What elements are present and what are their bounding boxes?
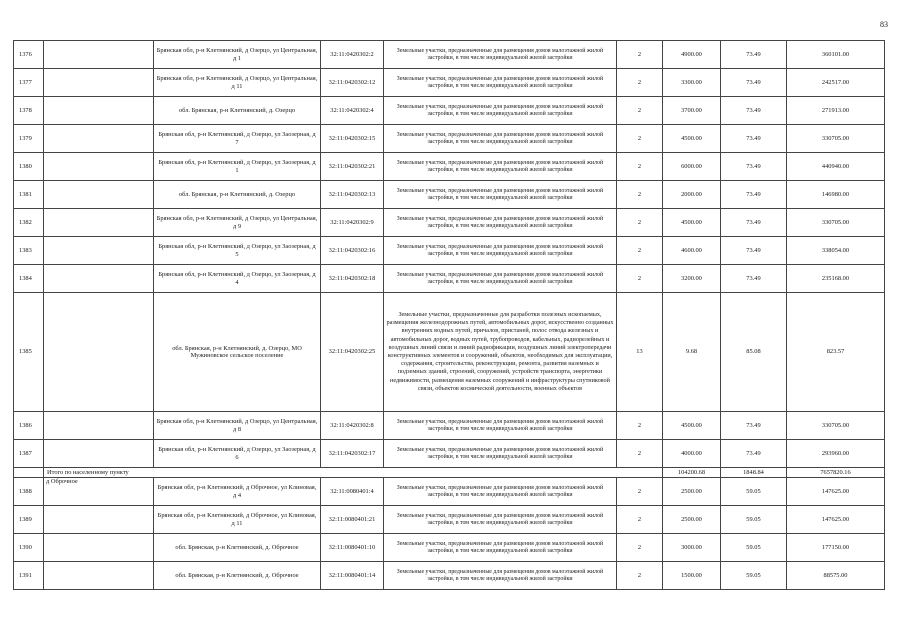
- empty-cell: [44, 293, 154, 412]
- address-cell: обл. Брянская, р-н Клетнянский, д. Оброчное: [154, 534, 321, 562]
- address-cell: обл. Брянская, р-н Клетнянский, д. Озерцо, МО Мужиновское сельское поселение: [154, 293, 321, 412]
- table-body-ozertso: [14, 41, 885, 293]
- rate-cell: 85.08: [721, 293, 787, 412]
- land-use-cell: Земельные участки, предназначенные для размещения домов малоэтажной жилой застройки, в том числе индивидуальной жилой застройки: [384, 265, 617, 293]
- table-row-1389: [14, 506, 885, 534]
- area-cell: 4000.00: [663, 440, 721, 468]
- address-cell: Брянская обл, р-н Клетнянский, д Оброчное, ул Клиновая, д 11: [154, 506, 321, 534]
- area-cell: 2000.00: [663, 181, 721, 209]
- table-body-summary: [14, 468, 885, 478]
- row-number: 1384: [14, 265, 44, 293]
- cadastral-number-cell: 32:11:0420302:2: [321, 41, 384, 69]
- rate-cell: 59.05: [721, 534, 787, 562]
- cadastral-number-cell: 32:11:0420302:9: [321, 209, 384, 237]
- category-cell: 2: [617, 125, 663, 153]
- area-cell: 2500.00: [663, 506, 721, 534]
- area-cell: 3200.00: [663, 265, 721, 293]
- address-cell: Брянская обл, р-н Клетнянский, д Оброчное, ул Клиновая, д 4: [154, 478, 321, 506]
- row-number: 1385: [14, 293, 44, 412]
- row-number: 1383: [14, 237, 44, 265]
- rate-cell: 73.49: [721, 97, 787, 125]
- table-row-1381: [14, 181, 885, 209]
- category-cell: 2: [617, 41, 663, 69]
- address-cell: Брянская обл, р-н Клетнянский, д Озерцо, ул Заозерная, д 7: [154, 125, 321, 153]
- empty-cell: [44, 125, 154, 153]
- category-cell: 13: [617, 293, 663, 412]
- address-cell: Брянская обл, р-н Клетнянский, д Озерцо, ул Заозерная, д 4: [154, 265, 321, 293]
- table-row-1386: [14, 412, 885, 440]
- empty-cell: [44, 97, 154, 125]
- cadastral-value-table: [13, 40, 885, 590]
- cadastral-number-cell: 32:11:0080401:14: [321, 562, 384, 590]
- empty-cell: [44, 534, 154, 562]
- row-number: 1388: [14, 478, 44, 506]
- value-cell: 360101.00: [787, 41, 885, 69]
- empty-cell: [44, 440, 154, 468]
- category-cell: 2: [617, 209, 663, 237]
- value-cell: 147625.00: [787, 506, 885, 534]
- rate-cell: 73.49: [721, 181, 787, 209]
- category-cell: 2: [617, 440, 663, 468]
- category-cell: 2: [617, 237, 663, 265]
- category-cell: 2: [617, 562, 663, 590]
- category-cell: 2: [617, 97, 663, 125]
- row-number: 1387: [14, 440, 44, 468]
- cadastral-number-cell: 32:11:0420302:13: [321, 181, 384, 209]
- row-number: 1386: [14, 412, 44, 440]
- address-cell: Брянская обл, р-н Клетнянский, д Озерцо, ул Заозерная, д 5: [154, 237, 321, 265]
- area-cell: 3300.00: [663, 69, 721, 97]
- area-cell: 4900.00: [663, 41, 721, 69]
- cadastral-number-cell: 32:11:0420302:15: [321, 125, 384, 153]
- rate-cell: 73.49: [721, 153, 787, 181]
- table-row-1390: [14, 534, 885, 562]
- category-cell: 2: [617, 153, 663, 181]
- table-row-1391: [14, 562, 885, 590]
- land-use-cell: Земельные участки, предназначенные для размещения домов малоэтажной жилой застройки, в том числе индивидуальной жилой застройки: [384, 41, 617, 69]
- value-cell: 235168.00: [787, 265, 885, 293]
- land-use-cell: Земельные участки, предназначенные для размещения домов малоэтажной жилой застройки, в том числе индивидуальной жилой застройки: [384, 97, 617, 125]
- row-number: 1390: [14, 534, 44, 562]
- cadastral-number-cell: 32:11:0080401:4: [321, 478, 384, 506]
- cadastral-number-cell: 32:11:0420302:4: [321, 97, 384, 125]
- category-cell: 2: [617, 534, 663, 562]
- rate-cell: 59.05: [721, 562, 787, 590]
- category-cell: 2: [617, 69, 663, 97]
- summary-rate: 1848.84: [721, 468, 787, 478]
- rate-cell: 73.49: [721, 440, 787, 468]
- land-use-cell: Земельные участки, предназначенные для размещения домов малоэтажной жилой застройки, в том числе индивидуальной жилой застройки: [384, 412, 617, 440]
- settlement-name: д Оброчное: [44, 478, 154, 506]
- cadastral-number-cell: 32:11:0080401:21: [321, 506, 384, 534]
- row-number: 1377: [14, 69, 44, 97]
- empty-cell: [44, 153, 154, 181]
- empty-cell: [14, 468, 44, 478]
- table-row-1376: [14, 41, 885, 69]
- rate-cell: 59.05: [721, 478, 787, 506]
- row-number: 1381: [14, 181, 44, 209]
- address-cell: Брянская обл, р-н Клетнянский, д Озерцо, ул Центральная, д 9: [154, 209, 321, 237]
- row-number: 1376: [14, 41, 44, 69]
- row-number: 1379: [14, 125, 44, 153]
- table-row-1388: [14, 478, 885, 506]
- empty-cell: [44, 237, 154, 265]
- area-cell: 9.68: [663, 293, 721, 412]
- address-cell: обл. Брянская, р-н Клетнянский, д. Оброчное: [154, 562, 321, 590]
- table-row-1384: [14, 265, 885, 293]
- table-body-special: [14, 293, 885, 412]
- empty-cell: [44, 69, 154, 97]
- table-row-1378: [14, 97, 885, 125]
- row-number: 1391: [14, 562, 44, 590]
- page-number: 83: [880, 20, 888, 29]
- value-cell: 146980.00: [787, 181, 885, 209]
- land-use-cell: Земельные участки, предназначенные для размещения домов малоэтажной жилой застройки, в том числе индивидуальной жилой застройки: [384, 440, 617, 468]
- category-cell: 2: [617, 265, 663, 293]
- address-cell: Брянская обл, р-н Клетнянский, д Озерцо, ул Центральная, д 1: [154, 41, 321, 69]
- address-cell: Брянская обл, р-н Клетнянский, д Озерцо, ул Центральная, д 11: [154, 69, 321, 97]
- address-cell: Брянская обл, р-н Клетнянский, д Озерцо, ул Центральная, д 8: [154, 412, 321, 440]
- rate-cell: 73.49: [721, 237, 787, 265]
- cadastral-number-cell: 32:11:0420302:18: [321, 265, 384, 293]
- area-cell: 4600.00: [663, 237, 721, 265]
- value-cell: 147625.00: [787, 478, 885, 506]
- address-cell: Брянская обл, р-н Клетнянский, д Озерцо, ул Заозерная, д 1: [154, 153, 321, 181]
- empty-cell: [44, 562, 154, 590]
- area-cell: 3000.00: [663, 534, 721, 562]
- value-cell: 271913.00: [787, 97, 885, 125]
- area-cell: 4500.00: [663, 412, 721, 440]
- table-row-1382: [14, 209, 885, 237]
- category-cell: 2: [617, 412, 663, 440]
- area-cell: 6000.00: [663, 153, 721, 181]
- table-row-1385: [14, 293, 885, 412]
- land-use-cell: Земельные участки, предназначенные для размещения домов малоэтажной жилой застройки, в том числе индивидуальной жилой застройки: [384, 125, 617, 153]
- rate-cell: 73.49: [721, 412, 787, 440]
- summary-area: 104200.68: [663, 468, 721, 478]
- summary-label: Итого по населенному пункту: [44, 468, 663, 478]
- empty-cell: [44, 265, 154, 293]
- address-cell: обл. Брянская, р-н Клетнянский, д. Озерцо: [154, 97, 321, 125]
- empty-cell: [44, 506, 154, 534]
- empty-cell: [44, 209, 154, 237]
- cadastral-number-cell: 32:11:0420302:25: [321, 293, 384, 412]
- rate-cell: 73.49: [721, 125, 787, 153]
- area-cell: 1500.00: [663, 562, 721, 590]
- rate-cell: 73.49: [721, 209, 787, 237]
- table-body-ozertso-cont: [14, 412, 885, 468]
- rate-cell: 73.49: [721, 265, 787, 293]
- area-cell: 3700.00: [663, 97, 721, 125]
- summary-row: [14, 468, 885, 478]
- land-use-cell: Земельные участки, предназначенные для размещения домов малоэтажной жилой застройки, в том числе индивидуальной жилой застройки: [384, 506, 617, 534]
- cadastral-number-cell: 32:11:0420302:8: [321, 412, 384, 440]
- cadastral-number-cell: 32:11:0420302:16: [321, 237, 384, 265]
- area-cell: 4500.00: [663, 209, 721, 237]
- rate-cell: 73.49: [721, 41, 787, 69]
- row-number: 1389: [14, 506, 44, 534]
- value-cell: 330705.00: [787, 412, 885, 440]
- empty-cell: [44, 412, 154, 440]
- table-body-obrochnoe: [14, 478, 885, 590]
- cadastral-number-cell: 32:11:0420302:12: [321, 69, 384, 97]
- value-cell: 177150.00: [787, 534, 885, 562]
- land-use-cell: Земельные участки, предназначенные для размещения домов малоэтажной жилой застройки, в том числе индивидуальной жилой застройки: [384, 181, 617, 209]
- table-row-1383: [14, 237, 885, 265]
- table-row-1379: [14, 125, 885, 153]
- land-use-cell: Земельные участки, предназначенные для размещения домов малоэтажной жилой застройки, в том числе индивидуальной жилой застройки: [384, 69, 617, 97]
- land-use-cell: Земельные участки, предназначенные для размещения домов малоэтажной жилой застройки, в том числе индивидуальной жилой застройки: [384, 478, 617, 506]
- land-use-cell: Земельные участки, предназначенные для размещения домов малоэтажной жилой застройки, в том числе индивидуальной жилой застройки: [384, 209, 617, 237]
- land-use-cell: Земельные участки, предназначенные для разработки полезных ископаемых, размещения железнодорожных путей, автомобильных дорог, искусственно созданных внутренних водных путей, причалов, пристаней, полос отвода железных и автомобильных дорог, водных путей, трубопроводов, кабельных, радиорелейных и воздушных линий связи и линий радиофикации, воздушных линий электропередачи конструктивных элементов и сооружений, объектов, необходимых для эксплуатации, содержания, строительства, реконструкции, ремонта, развития наземных и подземных зданий, строений, сооружений, устройств транспорта, энергетики недвижимости, размещения наземных сооружений и инфраструктуры спутниковой связи, объектов космической деятельности, военных объектов: [384, 293, 617, 412]
- address-cell: Брянская обл, р-н Клетнянский, д Озерцо, ул Заозерная, д 6: [154, 440, 321, 468]
- value-cell: 88575.00: [787, 562, 885, 590]
- rate-cell: 73.49: [721, 69, 787, 97]
- value-cell: 823.57: [787, 293, 885, 412]
- land-use-cell: Земельные участки, предназначенные для размещения домов малоэтажной жилой застройки, в том числе индивидуальной жилой застройки: [384, 153, 617, 181]
- empty-cell: [44, 41, 154, 69]
- table-row-1377: [14, 69, 885, 97]
- category-cell: 2: [617, 181, 663, 209]
- area-cell: 2500.00: [663, 478, 721, 506]
- value-cell: 440940.00: [787, 153, 885, 181]
- row-number: 1380: [14, 153, 44, 181]
- cadastral-number-cell: 32:11:0420302:21: [321, 153, 384, 181]
- value-cell: 293960.00: [787, 440, 885, 468]
- land-use-cell: Земельные участки, предназначенные для размещения домов малоэтажной жилой застройки, в том числе индивидуальной жилой застройки: [384, 534, 617, 562]
- row-number: 1378: [14, 97, 44, 125]
- category-cell: 2: [617, 506, 663, 534]
- row-number: 1382: [14, 209, 44, 237]
- summary-value: 7657820.16: [787, 468, 885, 478]
- value-cell: 330705.00: [787, 125, 885, 153]
- land-use-cell: Земельные участки, предназначенные для размещения домов малоэтажной жилой застройки, в том числе индивидуальной жилой застройки: [384, 562, 617, 590]
- table-row-1380: [14, 153, 885, 181]
- cadastral-number-cell: 32:11:0080401:10: [321, 534, 384, 562]
- value-cell: 338054.00: [787, 237, 885, 265]
- land-use-cell: Земельные участки, предназначенные для размещения домов малоэтажной жилой застройки, в том числе индивидуальной жилой застройки: [384, 237, 617, 265]
- value-cell: 330705.00: [787, 209, 885, 237]
- table-row-1387: [14, 440, 885, 468]
- area-cell: 4500.00: [663, 125, 721, 153]
- empty-cell: [44, 181, 154, 209]
- category-cell: 2: [617, 478, 663, 506]
- value-cell: 242517.00: [787, 69, 885, 97]
- rate-cell: 59.05: [721, 506, 787, 534]
- address-cell: обл. Брянская, р-н Клетнянский, д. Озерцо: [154, 181, 321, 209]
- cadastral-number-cell: 32:11:0420302:17: [321, 440, 384, 468]
